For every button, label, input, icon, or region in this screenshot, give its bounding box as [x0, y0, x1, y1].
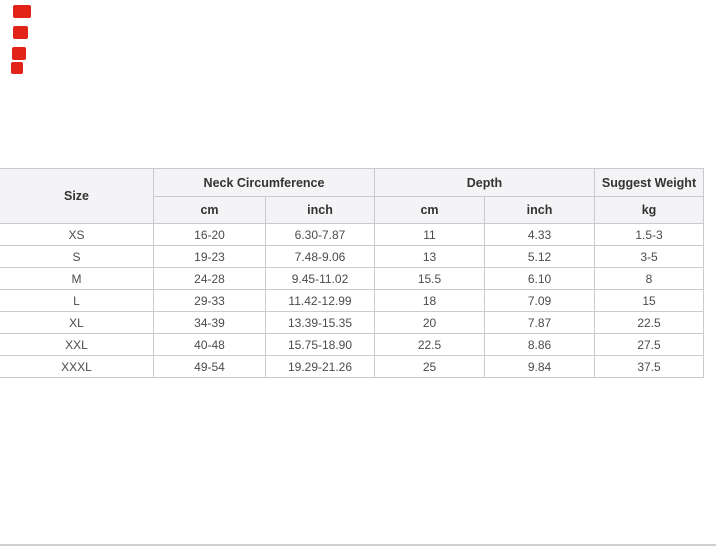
- red-annotation-mark: [13, 5, 31, 18]
- header-size: Size: [0, 169, 154, 224]
- cell-depth-cm: 13: [375, 246, 485, 268]
- cell-depth-inch: 4.33: [485, 224, 595, 246]
- cell-neck-cm: 34-39: [154, 312, 266, 334]
- cell-size: XXL: [0, 334, 154, 356]
- cell-depth-cm: 25: [375, 356, 485, 378]
- cell-size: L: [0, 290, 154, 312]
- cell-depth-inch: 7.87: [485, 312, 595, 334]
- cell-weight-kg: 15: [595, 290, 704, 312]
- cell-depth-inch: 8.86: [485, 334, 595, 356]
- subheader-neck-cm: cm: [154, 197, 266, 224]
- table-row-xs: [0, 224, 704, 246]
- red-annotation-mark: [13, 26, 28, 39]
- cell-neck-cm: 16-20: [154, 224, 266, 246]
- cell-neck-cm: 40-48: [154, 334, 266, 356]
- cell-neck-inch: 13.39-15.35: [266, 312, 375, 334]
- cell-size: XS: [0, 224, 154, 246]
- cell-neck-cm: 24-28: [154, 268, 266, 290]
- cell-neck-inch: 19.29-21.26: [266, 356, 375, 378]
- cell-depth-inch: 9.84: [485, 356, 595, 378]
- red-annotation-mark: [11, 62, 23, 74]
- subheader-depth-inch: inch: [485, 197, 595, 224]
- cell-depth-inch: 7.09: [485, 290, 595, 312]
- table-row-l: [0, 290, 704, 312]
- header-neck-circumference: Neck Circumference: [154, 169, 375, 197]
- cell-depth-cm: 11: [375, 224, 485, 246]
- cell-neck-cm: 49-54: [154, 356, 266, 378]
- subheader-weight-kg: kg: [595, 197, 704, 224]
- cell-neck-inch: 11.42-12.99: [266, 290, 375, 312]
- size-chart-table: [0, 168, 704, 378]
- cell-weight-kg: 27.5: [595, 334, 704, 356]
- header-depth: Depth: [375, 169, 595, 197]
- cell-weight-kg: 8: [595, 268, 704, 290]
- table-row-m: [0, 268, 704, 290]
- cell-depth-inch: 6.10: [485, 268, 595, 290]
- cell-size: S: [0, 246, 154, 268]
- cell-size: XL: [0, 312, 154, 334]
- cell-size: XXXL: [0, 356, 154, 378]
- cell-neck-inch: 9.45-11.02: [266, 268, 375, 290]
- cell-weight-kg: 1.5-3: [595, 224, 704, 246]
- cell-weight-kg: 22.5: [595, 312, 704, 334]
- table-row-xxxl: [0, 356, 704, 378]
- red-annotation-mark: [12, 47, 26, 60]
- cell-neck-inch: 6.30-7.87: [266, 224, 375, 246]
- subheader-depth-cm: cm: [375, 197, 485, 224]
- cell-neck-inch: 7.48-9.06: [266, 246, 375, 268]
- cell-size: M: [0, 268, 154, 290]
- table-row-s: [0, 246, 704, 268]
- header-group-row: [0, 169, 704, 197]
- cell-depth-cm: 18: [375, 290, 485, 312]
- cell-depth-cm: 22.5: [375, 334, 485, 356]
- cell-weight-kg: 37.5: [595, 356, 704, 378]
- table-row-xxl: [0, 334, 704, 356]
- cell-weight-kg: 3-5: [595, 246, 704, 268]
- cell-depth-cm: 15.5: [375, 268, 485, 290]
- subheader-neck-inch: inch: [266, 197, 375, 224]
- cell-neck-cm: 29-33: [154, 290, 266, 312]
- cell-depth-inch: 5.12: [485, 246, 595, 268]
- table-row-xl: [0, 312, 704, 334]
- cell-depth-cm: 20: [375, 312, 485, 334]
- cell-neck-inch: 15.75-18.90: [266, 334, 375, 356]
- header-suggest-weight: Suggest Weight: [595, 169, 704, 197]
- cell-neck-cm: 19-23: [154, 246, 266, 268]
